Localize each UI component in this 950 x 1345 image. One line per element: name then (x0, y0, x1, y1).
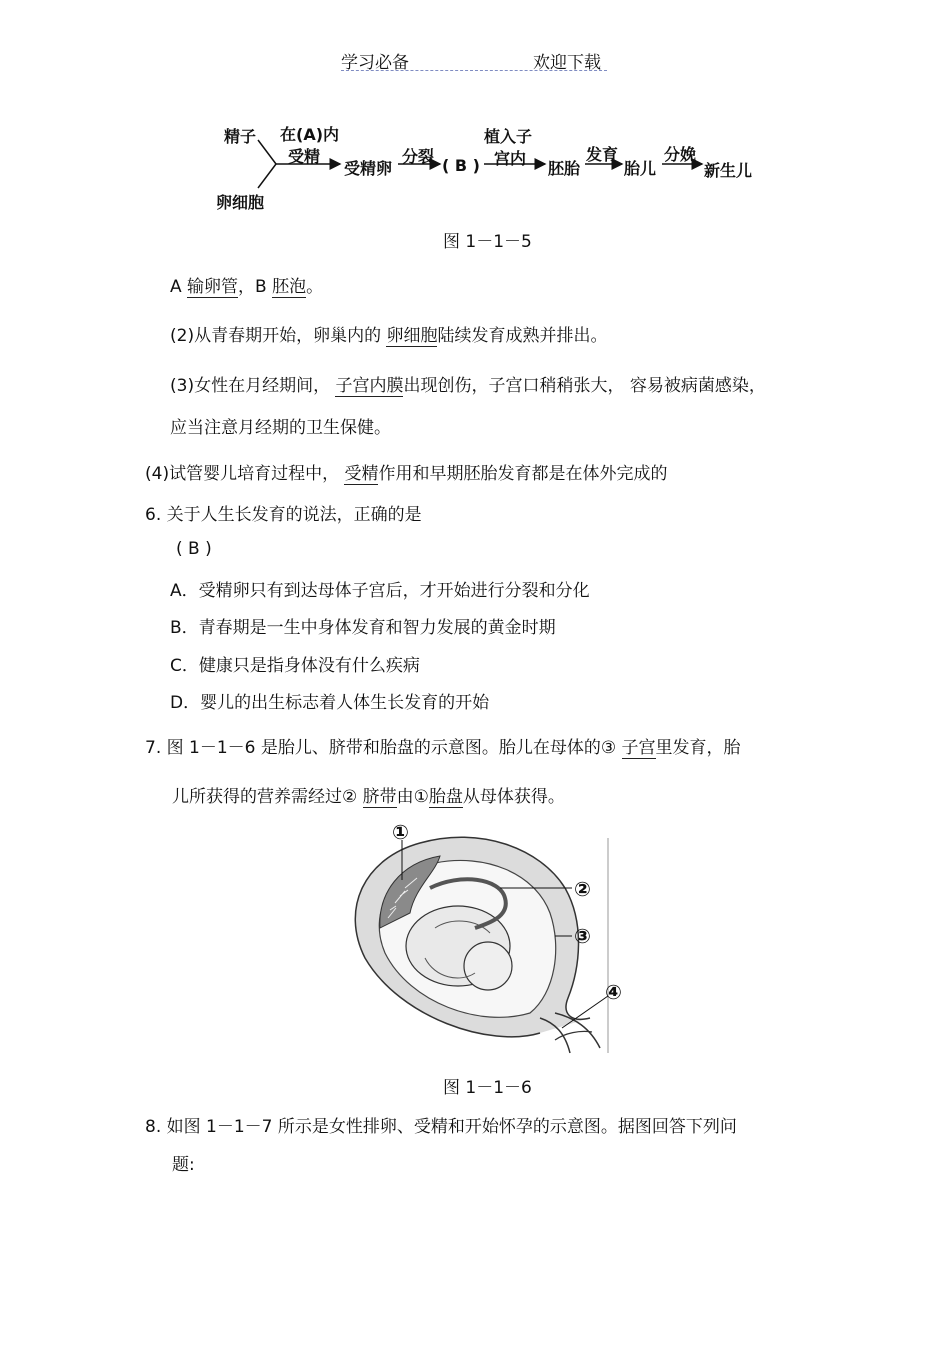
answer-uterus: 子宫 (621, 738, 656, 758)
flow-b: ( B ) (442, 156, 480, 175)
fertilization-flow-diagram (210, 118, 770, 218)
answer-a-oviduct: 输卵管 (187, 277, 239, 297)
q6-option-a: A．受精卵只有到达母体子宫后，才开始进行分裂和分化 (170, 581, 590, 601)
flow-step5: 分娩 (664, 145, 697, 164)
q6-option-c: C．健康只是指身体没有什么疾病 (170, 656, 420, 676)
flow-step3-bottom: 宫内 (494, 149, 527, 168)
flow-step3-top: 植入子 (484, 127, 533, 146)
header-right: 欢迎下载 (533, 53, 601, 73)
q5-part1-end: 。 (306, 277, 324, 297)
figure-caption-1: 图 1－1－5 (443, 232, 532, 252)
flow-step1-bottom: 受精 (288, 147, 321, 166)
flow-step4: 发育 (586, 145, 619, 164)
label-2-umbilical-cord: ② (574, 877, 591, 901)
label-4-vagina: ④ (605, 980, 622, 1004)
answer-b-blastocyst: 胚泡 (272, 277, 307, 297)
q5-part3-prefix: (3)女性在月经期间， (170, 376, 336, 396)
q6-option-b: B．青春期是一生中身体发育和智力发展的黄金时期 (170, 618, 556, 638)
q6-stem: 6. 关于人生长发育的说法，正确的是 (145, 505, 422, 525)
q7-line2-suffix: 从母体获得。 (462, 787, 565, 807)
q7-line2-prefix: 儿所获得的营养需经过② (172, 787, 363, 807)
flow-newborn: 新生儿 (704, 161, 753, 180)
q8-line1: 8. 如图 1－1－7 所示是女性排卵、受精和开始怀孕的示意图。据图回答下列问 (145, 1117, 737, 1137)
flow-egg: 卵细胞 (216, 193, 265, 212)
q5-part2-prefix: (2)从青春期开始，卵巢内的 (170, 326, 387, 346)
q7-line1-prefix: 7. 图 1－1－6 是胎儿、脐带和胎盘的示意图。胎儿在母体的③ (145, 738, 622, 758)
answer-egg-cell: 卵细胞 (386, 326, 438, 346)
q6-answer: ( B ) (176, 539, 212, 559)
q5-part2-suffix: 陆续发育成熟并排出。 (437, 326, 608, 346)
q7-line1 (145, 733, 741, 758)
header-left: 学习必备 (341, 53, 409, 73)
q5-part1 (170, 272, 323, 297)
q5-part1-mid: ，B (238, 277, 273, 297)
label-1-placenta: ① (392, 820, 409, 844)
flow-sperm: 精子 (224, 127, 257, 146)
fetus-uterus-illustration (340, 818, 630, 1058)
q7-line2-mid: 由① (396, 787, 429, 807)
answer-fertilization: 受精 (344, 464, 379, 484)
q7-line1-suffix: 里发育，胎 (655, 738, 741, 758)
q5-part3-suffix: 出现创伤，子宫口稍稍张大， 容易被病菌感染， (403, 376, 766, 396)
q8-line2: 题: (172, 1155, 195, 1175)
answer-placenta: 胎盘 (428, 787, 463, 807)
q7-line2 (172, 782, 565, 807)
q5-part3-line2: 应当注意月经期的卫生保健。 (170, 418, 391, 438)
q5-part2 (170, 321, 607, 346)
flow-fetus: 胎儿 (624, 159, 657, 178)
header-divider (341, 70, 607, 71)
q5-part1-prefix: A (170, 277, 188, 297)
q5-part4-suffix: 作用和早期胚胎发育都是在体外完成的 (378, 464, 668, 484)
flow-zygote: 受精卵 (344, 159, 393, 178)
figure-caption-2: 图 1－1－6 (443, 1078, 532, 1098)
flow-embryo: 胚胎 (548, 159, 581, 178)
flow-step2: 分裂 (402, 147, 435, 166)
q5-part4-prefix: (4)试管婴儿培育过程中， (145, 464, 345, 484)
answer-umbilical-cord: 脐带 (362, 787, 397, 807)
flow-step1-top: 在(A)内 (280, 125, 340, 144)
label-3-uterus: ③ (574, 924, 591, 948)
answer-endometrium: 子宫内膜 (335, 376, 404, 396)
q5-part3 (170, 371, 766, 396)
q6-option-d: D．婴儿的出生标志着人体生长发育的开始 (170, 693, 490, 713)
q5-part4 (145, 459, 667, 484)
